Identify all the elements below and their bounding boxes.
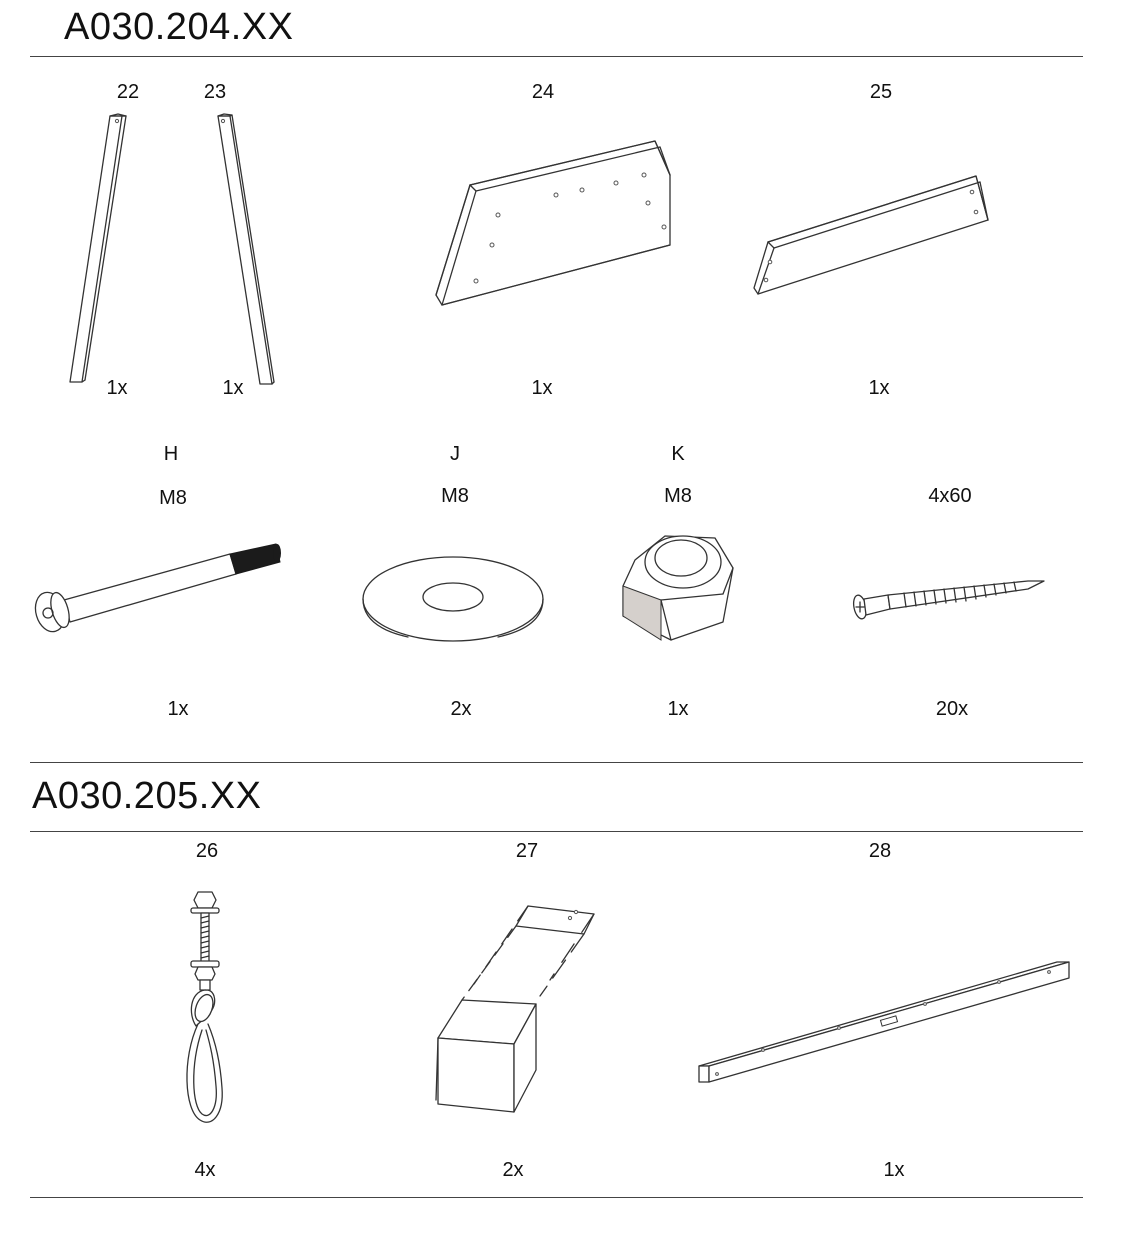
part-quantity: 1x [883, 1159, 905, 1181]
divider [30, 1197, 1083, 1198]
long-post-right-icon [210, 110, 290, 390]
hardware-size: M8 [159, 487, 187, 509]
hardware-letter: K [671, 443, 685, 465]
divider [30, 831, 1083, 832]
trapezoid-board-icon [430, 135, 680, 320]
swing-hook-icon [178, 888, 238, 1128]
section-title: A030.205.XX [32, 775, 262, 817]
narrow-trapezoid-board-icon [748, 170, 993, 300]
part-number: 28 [868, 840, 892, 862]
part-number: 23 [203, 81, 227, 103]
wood-screw-icon [848, 575, 1053, 625]
part-quantity: 4x [194, 1159, 216, 1181]
part-number: 24 [531, 81, 555, 103]
part-number: 26 [195, 840, 219, 862]
section-title: A030.204.XX [64, 6, 294, 48]
divider [30, 762, 1083, 763]
part-quantity: 2x [502, 1159, 524, 1181]
hardware-size: M8 [664, 485, 692, 507]
flat-washer-icon [358, 545, 548, 645]
hardware-size: M8 [441, 485, 469, 507]
hardware-size: 4x60 [928, 485, 972, 507]
long-square-beam-icon [693, 950, 1078, 1090]
long-post-left-icon [60, 110, 140, 390]
part-number: 27 [515, 840, 539, 862]
hardware-quantity: 20x [935, 698, 969, 720]
part-quantity: 1x [106, 377, 128, 399]
part-number: 25 [869, 81, 893, 103]
hardware-quantity: 1x [167, 698, 189, 720]
part-quantity: 1x [531, 377, 553, 399]
hex-nut-icon [615, 528, 740, 646]
angled-block-icon [428, 900, 608, 1118]
hex-socket-bolt-icon [30, 540, 290, 640]
hardware-quantity: 1x [667, 698, 689, 720]
divider [30, 56, 1083, 57]
part-number: 22 [116, 81, 140, 103]
hardware-quantity: 2x [450, 698, 472, 720]
part-quantity: 1x [222, 377, 244, 399]
hardware-letter: H [163, 443, 179, 465]
hardware-letter: J [450, 443, 460, 465]
part-quantity: 1x [868, 377, 890, 399]
